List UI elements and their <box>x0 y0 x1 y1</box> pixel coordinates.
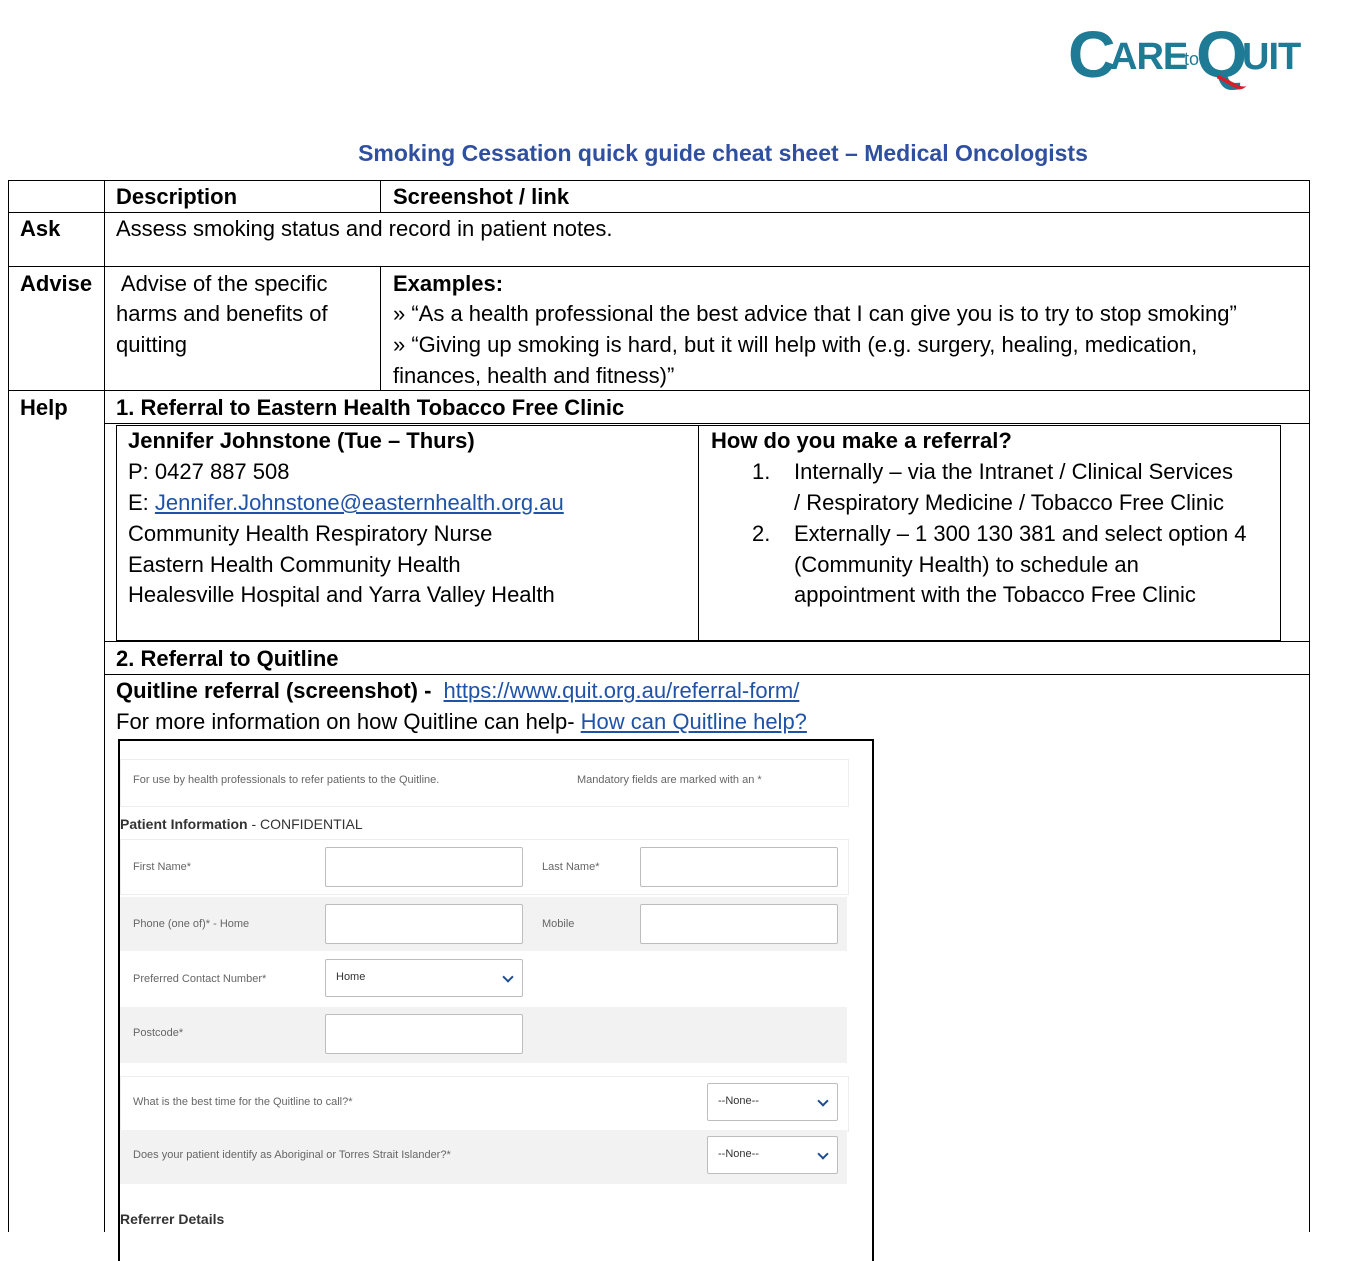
quitline-form-screenshot <box>118 739 874 1261</box>
last-name-input[interactable] <box>640 847 838 887</box>
last-name-label: Last Name* <box>542 861 600 873</box>
first-name-label: First Name* <box>133 861 192 873</box>
examples-heading: Examples: <box>393 271 504 296</box>
row-label-ask: Ask <box>20 216 61 241</box>
aboriginal-select[interactable] <box>707 1136 838 1174</box>
row-label-advise: Advise <box>20 271 93 296</box>
nested-box-bottom <box>116 640 1281 641</box>
preferred-contact-label: Preferred Contact Number* <box>133 973 267 985</box>
nested-box-right <box>1280 425 1281 640</box>
contact-email-link[interactable]: Jennifer.Johnstone@easternhealth.org.au <box>154 490 564 515</box>
patient-info-heading <box>120 816 363 832</box>
best-time-label: What is the best time for the Quitline to call?* <box>133 1096 353 1108</box>
nested-box-divider <box>698 425 699 640</box>
nested-box-left <box>116 425 117 640</box>
chevron-down-icon <box>817 1148 828 1159</box>
page-title: Smoking Cessation quick guide cheat sheet – Medical Oncologists <box>358 140 1088 166</box>
quitline-referral-label: Quitline referral (screenshot) - <box>116 678 438 703</box>
preferred-contact-select[interactable] <box>325 959 523 997</box>
table-border-left <box>8 180 9 1232</box>
advise-desc-line: harms and benefits of <box>116 301 328 326</box>
referral1-heading: 1. Referral to Eastern Health Tobacco Free Clinic <box>116 395 625 420</box>
how-can-quitline-help-link[interactable]: How can Quitline help? <box>580 709 807 734</box>
column-divider <box>380 266 381 390</box>
postcode-input[interactable] <box>325 1014 523 1054</box>
email-prefix: E: <box>128 490 155 515</box>
row-divider <box>104 423 1309 424</box>
care-to-quit-logo <box>1068 14 1308 91</box>
aboriginal-label: Does your patient identify as Aboriginal or Torres Strait Islander?* <box>133 1149 451 1161</box>
patient-info-title: Patient Information <box>120 816 248 832</box>
row-label-help: Help <box>20 395 68 420</box>
phone-home-input[interactable] <box>325 904 523 944</box>
best-time-select[interactable] <box>707 1083 838 1121</box>
contact-name: Jennifer Johnstone (Tue – Thurs) <box>128 428 475 453</box>
best-time-value: --None-- <box>718 1095 759 1107</box>
referrer-details-heading: Referrer Details <box>120 1211 225 1227</box>
row-divider <box>104 641 1309 642</box>
advise-desc-line: quitting <box>116 332 187 357</box>
how-item-number: 1. <box>752 459 771 484</box>
table-border-right <box>1309 180 1310 1232</box>
mandatory-note: Mandatory fields are marked with an * <box>577 774 762 786</box>
example-line: » “As a health professional the best advice that I can give you is to try to stop smoking” <box>393 301 1237 326</box>
column-divider <box>104 180 105 1232</box>
how-item-line: Externally – 1 300 130 381 and select option 4 <box>794 521 1247 546</box>
form-intro-text: For use by health professionals to refer patients to the Quitline. <box>133 774 440 786</box>
preferred-contact-value: Home <box>336 971 366 983</box>
mobile-label: Mobile <box>542 918 575 930</box>
phone-home-label: Phone (one of)* - Home <box>133 918 250 930</box>
quitline-url-link[interactable]: https://www.quit.org.au/referral-form/ <box>443 678 800 703</box>
logo-text-to: to <box>1184 49 1200 69</box>
logo-text-uit: UIT <box>1242 36 1301 78</box>
more-info-text: For more information on how Quitline can help- <box>116 709 581 734</box>
contact-email-line <box>128 487 564 518</box>
how-item-line: appointment with the Tobacco Free Clinic <box>794 582 1196 607</box>
ask-text: Assess smoking status and record in patient notes. <box>116 216 613 241</box>
how-item-line: / Respiratory Medicine / Tobacco Free Clinic <box>794 490 1224 515</box>
row-divider <box>8 266 1309 267</box>
header-description: Description <box>116 184 238 209</box>
contact-org: Eastern Health Community Health <box>128 552 461 577</box>
advise-desc-line: Advise of the specific <box>116 271 328 296</box>
contact-sites: Healesville Hospital and Yarra Valley Health <box>128 582 555 607</box>
example-line: finances, health and fitness)” <box>393 363 675 388</box>
how-referral-heading: How do you make a referral? <box>711 428 1012 453</box>
chevron-down-icon <box>502 971 513 982</box>
first-name-input[interactable] <box>325 847 523 887</box>
logo-text-are: ARE <box>1110 36 1188 78</box>
mobile-input[interactable] <box>640 904 838 944</box>
quitline-referral-line <box>116 675 799 706</box>
chevron-down-icon <box>817 1095 828 1106</box>
confidential-label: - CONFIDENTIAL <box>247 816 363 832</box>
aboriginal-value: --None-- <box>718 1148 759 1160</box>
contact-role: Community Health Respiratory Nurse <box>128 521 493 546</box>
contact-phone: P: 0427 887 508 <box>128 459 290 484</box>
postcode-label: Postcode* <box>133 1027 184 1039</box>
column-divider <box>380 180 381 212</box>
logo-letter-c: C <box>1068 17 1114 91</box>
how-item-number: 2. <box>752 521 771 546</box>
how-item-line: Internally – via the Intranet / Clinical Services <box>794 459 1233 484</box>
logo-letter-q: Q <box>1196 17 1248 91</box>
example-line: » “Giving up smoking is hard, but it will help with (e.g. surgery, healing, medication, <box>393 332 1198 357</box>
how-item-line: (Community Health) to schedule an <box>794 552 1139 577</box>
more-info-line <box>116 706 807 737</box>
referral2-heading: 2. Referral to Quitline <box>116 646 339 671</box>
header-screenshot-link: Screenshot / link <box>393 184 570 209</box>
